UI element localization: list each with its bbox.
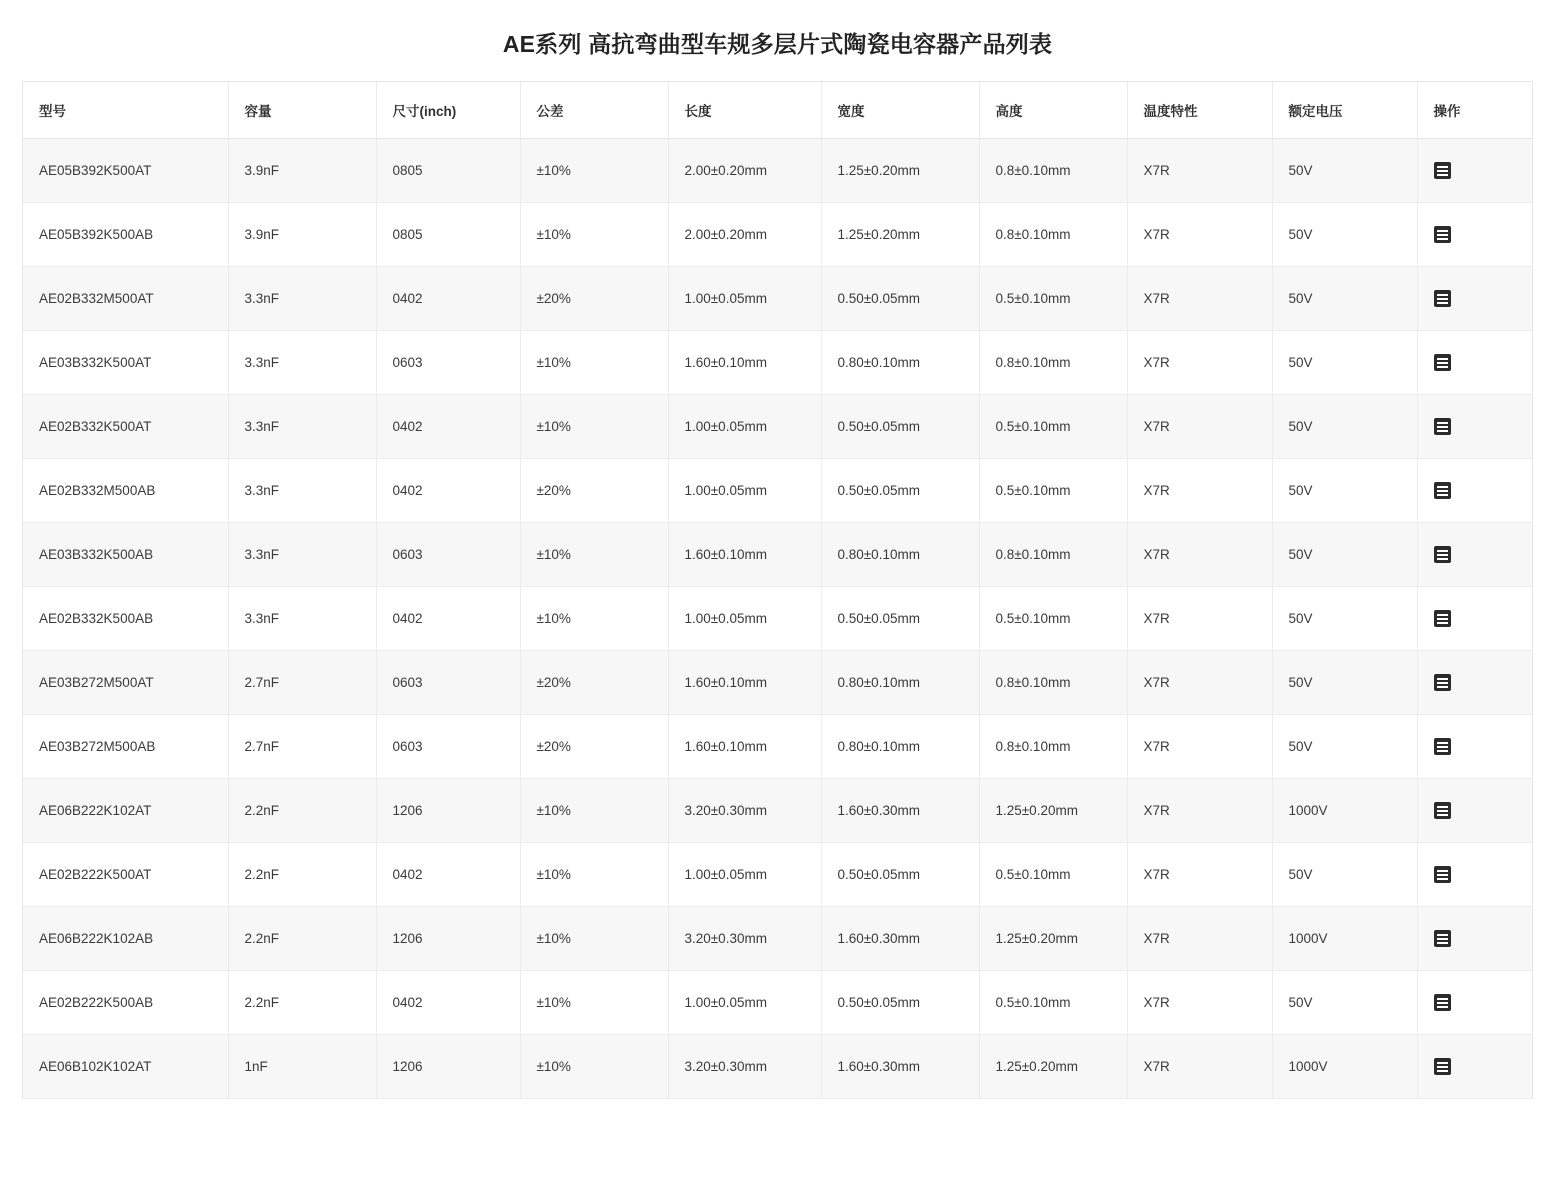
cell-length: 1.60±0.10mm: [668, 651, 821, 715]
cell-action: [1417, 1035, 1533, 1099]
cell-width: 0.50±0.05mm: [821, 395, 979, 459]
cell-length: 3.20±0.30mm: [668, 1035, 821, 1099]
cell-size: 1206: [376, 1035, 520, 1099]
cell-capacitance: 3.9nF: [228, 139, 376, 203]
cell-length: 3.20±0.30mm: [668, 779, 821, 843]
cell-temperature: X7R: [1127, 395, 1272, 459]
cell-capacitance: 2.2nF: [228, 971, 376, 1035]
document-icon[interactable]: [1434, 546, 1451, 563]
cell-height: 0.5±0.10mm: [979, 587, 1127, 651]
cell-model: AE02B332M500AB: [23, 459, 228, 523]
document-icon[interactable]: [1434, 738, 1451, 755]
cell-voltage: 50V: [1272, 715, 1417, 779]
cell-height: 0.8±0.10mm: [979, 715, 1127, 779]
column-header-height: 高度: [979, 82, 1127, 139]
cell-voltage: 50V: [1272, 331, 1417, 395]
cell-size: 1206: [376, 907, 520, 971]
table-row: [23, 395, 1533, 459]
cell-model: AE03B332K500AT: [23, 331, 228, 395]
table-row: [23, 843, 1533, 907]
cell-voltage: 50V: [1272, 523, 1417, 587]
cell-width: 1.60±0.30mm: [821, 779, 979, 843]
table-row: [23, 715, 1533, 779]
cell-tolerance: ±20%: [520, 651, 668, 715]
cell-size: 0402: [376, 459, 520, 523]
cell-capacitance: 2.2nF: [228, 843, 376, 907]
cell-temperature: X7R: [1127, 267, 1272, 331]
table-row: [23, 523, 1533, 587]
cell-tolerance: ±10%: [520, 971, 668, 1035]
cell-capacitance: 3.3nF: [228, 395, 376, 459]
cell-tolerance: ±10%: [520, 779, 668, 843]
cell-width: 0.80±0.10mm: [821, 331, 979, 395]
document-icon[interactable]: [1434, 482, 1451, 499]
cell-model: AE02B332M500AT: [23, 267, 228, 331]
cell-model: AE03B272M500AB: [23, 715, 228, 779]
column-header-temperature: 温度特性: [1127, 82, 1272, 139]
column-header-capacitance: 容量: [228, 82, 376, 139]
document-icon[interactable]: [1434, 994, 1451, 1011]
cell-height: 0.5±0.10mm: [979, 459, 1127, 523]
cell-capacitance: 3.9nF: [228, 203, 376, 267]
cell-model: AE02B222K500AB: [23, 971, 228, 1035]
product-table: [23, 82, 1533, 1099]
cell-size: 0603: [376, 715, 520, 779]
cell-voltage: 50V: [1272, 587, 1417, 651]
cell-voltage: 1000V: [1272, 907, 1417, 971]
cell-capacitance: 2.2nF: [228, 907, 376, 971]
table-row: [23, 203, 1533, 267]
document-icon[interactable]: [1434, 674, 1451, 691]
cell-action: [1417, 203, 1533, 267]
cell-voltage: 50V: [1272, 843, 1417, 907]
cell-temperature: X7R: [1127, 587, 1272, 651]
cell-size: 0603: [376, 651, 520, 715]
cell-width: 0.50±0.05mm: [821, 267, 979, 331]
cell-action: [1417, 651, 1533, 715]
cell-capacitance: 2.7nF: [228, 651, 376, 715]
column-header-tolerance: 公差: [520, 82, 668, 139]
cell-height: 0.8±0.10mm: [979, 523, 1127, 587]
document-icon[interactable]: [1434, 930, 1451, 947]
cell-voltage: 50V: [1272, 459, 1417, 523]
cell-height: 0.5±0.10mm: [979, 971, 1127, 1035]
table-row: [23, 331, 1533, 395]
cell-height: 0.5±0.10mm: [979, 267, 1127, 331]
cell-temperature: X7R: [1127, 971, 1272, 1035]
cell-tolerance: ±10%: [520, 523, 668, 587]
cell-tolerance: ±10%: [520, 395, 668, 459]
cell-width: 0.50±0.05mm: [821, 971, 979, 1035]
cell-height: 0.8±0.10mm: [979, 203, 1127, 267]
cell-action: [1417, 779, 1533, 843]
cell-width: 0.50±0.05mm: [821, 843, 979, 907]
cell-model: AE06B222K102AT: [23, 779, 228, 843]
cell-length: 2.00±0.20mm: [668, 203, 821, 267]
document-icon[interactable]: [1434, 418, 1451, 435]
table-row: [23, 459, 1533, 523]
table-row: [23, 651, 1533, 715]
document-icon[interactable]: [1434, 1058, 1451, 1075]
cell-action: [1417, 395, 1533, 459]
cell-length: 1.60±0.10mm: [668, 331, 821, 395]
cell-temperature: X7R: [1127, 1035, 1272, 1099]
page-title: AE系列 高抗弯曲型车规多层片式陶瓷电容器产品列表: [502, 31, 1053, 57]
cell-size: 0603: [376, 331, 520, 395]
document-icon[interactable]: [1434, 290, 1451, 307]
cell-size: 1206: [376, 779, 520, 843]
cell-model: AE02B222K500AT: [23, 843, 228, 907]
cell-model: AE05B392K500AT: [23, 139, 228, 203]
cell-size: 0603: [376, 523, 520, 587]
cell-tolerance: ±20%: [520, 715, 668, 779]
cell-height: 0.8±0.10mm: [979, 331, 1127, 395]
cell-action: [1417, 459, 1533, 523]
cell-tolerance: ±10%: [520, 331, 668, 395]
cell-action: [1417, 907, 1533, 971]
cell-temperature: X7R: [1127, 907, 1272, 971]
cell-length: 1.00±0.05mm: [668, 971, 821, 1035]
cell-action: [1417, 331, 1533, 395]
document-icon[interactable]: [1434, 802, 1451, 819]
cell-temperature: X7R: [1127, 523, 1272, 587]
cell-capacitance: 3.3nF: [228, 267, 376, 331]
cell-tolerance: ±10%: [520, 139, 668, 203]
product-table-container: [22, 81, 1533, 1099]
cell-temperature: X7R: [1127, 331, 1272, 395]
cell-width: 0.80±0.10mm: [821, 651, 979, 715]
table-row: [23, 907, 1533, 971]
document-icon[interactable]: [1434, 354, 1451, 371]
cell-size: 0402: [376, 843, 520, 907]
cell-voltage: 1000V: [1272, 1035, 1417, 1099]
column-header-model: 型号: [23, 82, 228, 139]
cell-action: [1417, 715, 1533, 779]
table-header: [23, 82, 1533, 139]
column-header-voltage: 额定电压: [1272, 82, 1417, 139]
table-row: [23, 971, 1533, 1035]
cell-width: 1.25±0.20mm: [821, 203, 979, 267]
cell-action: [1417, 587, 1533, 651]
cell-temperature: X7R: [1127, 715, 1272, 779]
table-header-row: [23, 82, 1533, 139]
cell-temperature: X7R: [1127, 843, 1272, 907]
cell-width: 0.50±0.05mm: [821, 459, 979, 523]
cell-size: 0402: [376, 971, 520, 1035]
cell-length: 1.60±0.10mm: [668, 715, 821, 779]
cell-length: 3.20±0.30mm: [668, 907, 821, 971]
cell-tolerance: ±10%: [520, 587, 668, 651]
cell-action: [1417, 971, 1533, 1035]
cell-width: 0.80±0.10mm: [821, 715, 979, 779]
cell-tolerance: ±10%: [520, 203, 668, 267]
cell-voltage: 50V: [1272, 651, 1417, 715]
cell-voltage: 50V: [1272, 203, 1417, 267]
cell-length: 1.00±0.05mm: [668, 843, 821, 907]
cell-size: 0402: [376, 587, 520, 651]
cell-width: 1.25±0.20mm: [821, 139, 979, 203]
cell-size: 0805: [376, 139, 520, 203]
cell-size: 0402: [376, 267, 520, 331]
cell-capacitance: 3.3nF: [228, 459, 376, 523]
cell-tolerance: ±10%: [520, 843, 668, 907]
cell-width: 1.60±0.30mm: [821, 907, 979, 971]
cell-capacitance: 2.7nF: [228, 715, 376, 779]
cell-model: AE05B392K500AB: [23, 203, 228, 267]
cell-size: 0402: [376, 395, 520, 459]
cell-length: 1.00±0.05mm: [668, 395, 821, 459]
cell-voltage: 50V: [1272, 267, 1417, 331]
cell-action: [1417, 523, 1533, 587]
column-header-action: 操作: [1417, 82, 1533, 139]
cell-capacitance: 3.3nF: [228, 331, 376, 395]
cell-width: 1.60±0.30mm: [821, 1035, 979, 1099]
cell-action: [1417, 267, 1533, 331]
cell-height: 0.8±0.10mm: [979, 139, 1127, 203]
cell-model: AE06B102K102AT: [23, 1035, 228, 1099]
cell-model: AE03B332K500AB: [23, 523, 228, 587]
table-body: [23, 139, 1533, 1099]
cell-voltage: 1000V: [1272, 779, 1417, 843]
column-header-width: 宽度: [821, 82, 979, 139]
cell-model: AE03B272M500AT: [23, 651, 228, 715]
cell-width: 0.80±0.10mm: [821, 523, 979, 587]
cell-height: 0.5±0.10mm: [979, 395, 1127, 459]
document-icon[interactable]: [1434, 162, 1451, 179]
table-row: [23, 1035, 1533, 1099]
cell-size: 0805: [376, 203, 520, 267]
document-icon[interactable]: [1434, 226, 1451, 243]
cell-length: 2.00±0.20mm: [668, 139, 821, 203]
cell-temperature: X7R: [1127, 779, 1272, 843]
cell-temperature: X7R: [1127, 203, 1272, 267]
cell-model: AE06B222K102AB: [23, 907, 228, 971]
cell-tolerance: ±20%: [520, 267, 668, 331]
table-row: [23, 267, 1533, 331]
cell-action: [1417, 843, 1533, 907]
cell-height: 1.25±0.20mm: [979, 907, 1127, 971]
cell-length: 1.00±0.05mm: [668, 459, 821, 523]
cell-voltage: 50V: [1272, 971, 1417, 1035]
cell-length: 1.00±0.05mm: [668, 267, 821, 331]
cell-length: 1.60±0.10mm: [668, 523, 821, 587]
cell-temperature: X7R: [1127, 139, 1272, 203]
document-icon[interactable]: [1434, 610, 1451, 627]
cell-voltage: 50V: [1272, 139, 1417, 203]
cell-model: AE02B332K500AB: [23, 587, 228, 651]
cell-tolerance: ±10%: [520, 907, 668, 971]
cell-model: AE02B332K500AT: [23, 395, 228, 459]
cell-height: 0.8±0.10mm: [979, 651, 1127, 715]
cell-width: 0.50±0.05mm: [821, 587, 979, 651]
cell-tolerance: ±10%: [520, 1035, 668, 1099]
cell-capacitance: 2.2nF: [228, 779, 376, 843]
cell-temperature: X7R: [1127, 459, 1272, 523]
cell-height: 1.25±0.20mm: [979, 1035, 1127, 1099]
cell-tolerance: ±20%: [520, 459, 668, 523]
cell-temperature: X7R: [1127, 651, 1272, 715]
cell-length: 1.00±0.05mm: [668, 587, 821, 651]
cell-capacitance: 1nF: [228, 1035, 376, 1099]
document-icon[interactable]: [1434, 866, 1451, 883]
cell-capacitance: 3.3nF: [228, 587, 376, 651]
cell-action: [1417, 139, 1533, 203]
column-header-length: 长度: [668, 82, 821, 139]
cell-capacitance: 3.3nF: [228, 523, 376, 587]
table-row: [23, 587, 1533, 651]
cell-height: 1.25±0.20mm: [979, 779, 1127, 843]
cell-voltage: 50V: [1272, 395, 1417, 459]
table-row: [23, 139, 1533, 203]
cell-height: 0.5±0.10mm: [979, 843, 1127, 907]
table-row: [23, 779, 1533, 843]
column-header-size: 尺寸(inch): [376, 82, 520, 139]
